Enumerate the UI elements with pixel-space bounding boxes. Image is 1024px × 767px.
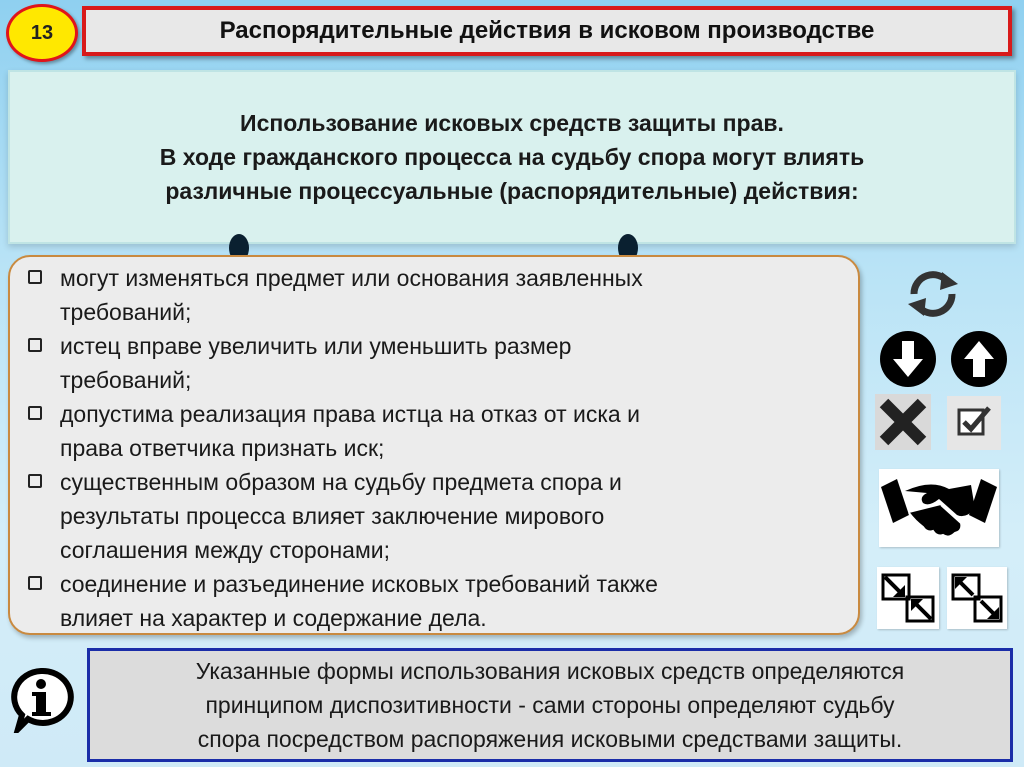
checkbox-bullet-icon bbox=[28, 270, 42, 284]
intro-line-1: Использование исковых средств защиты прав. bbox=[240, 110, 784, 136]
slide-number: 13 bbox=[30, 21, 54, 44]
handshake-icon bbox=[879, 469, 999, 547]
split-icon bbox=[947, 567, 1007, 629]
info-icon bbox=[8, 667, 74, 733]
checkbox-icon bbox=[947, 396, 1001, 450]
list-item: истец вправе увеличить или уменьшить размер требований; bbox=[28, 329, 844, 397]
arrow-down-icon bbox=[879, 330, 937, 388]
checkbox-bullet-icon bbox=[28, 406, 42, 420]
intro-panel bbox=[8, 70, 1016, 244]
list-item: допустима реализация права истца на отказ от иска и права ответчика признать иск; bbox=[28, 397, 844, 465]
intro-line-2: В ходе гражданского процесса на судьбу спора могут влиять bbox=[159, 144, 865, 170]
note-line-2: принципом диспозитивности - сами стороны определяют судьбу bbox=[205, 692, 895, 718]
list-item: существенным образом на судьбу предмета спора и результаты процесса влияет заключение мирового соглашения между сторонами; bbox=[28, 465, 844, 567]
checkbox-bullet-icon bbox=[28, 338, 42, 352]
refresh-icon bbox=[904, 268, 962, 320]
list-item: соединение и разъединение исковых требований также влияет на характер и содержание дела. bbox=[28, 567, 844, 635]
note-line-1: Указанные формы использования исковых средств определяются bbox=[195, 658, 905, 684]
slide-number-badge bbox=[6, 4, 78, 62]
cross-icon bbox=[875, 394, 931, 450]
list-item: могут изменяться предмет или основания заявленных требований; bbox=[28, 261, 844, 329]
checkbox-bullet-icon bbox=[28, 576, 42, 590]
slide-title: Распорядительные действия в исковом производстве bbox=[82, 6, 1012, 56]
actions-list bbox=[8, 255, 860, 635]
note-panel bbox=[87, 648, 1013, 762]
note-line-3: спора посредством распоряжения исковыми средствами защиты. bbox=[197, 726, 903, 752]
arrow-up-icon bbox=[950, 330, 1008, 388]
intro-line-3: различные процессуальные (распорядительные) действия: bbox=[165, 178, 859, 204]
checkbox-bullet-icon bbox=[28, 474, 42, 488]
merge-icon bbox=[877, 567, 939, 629]
